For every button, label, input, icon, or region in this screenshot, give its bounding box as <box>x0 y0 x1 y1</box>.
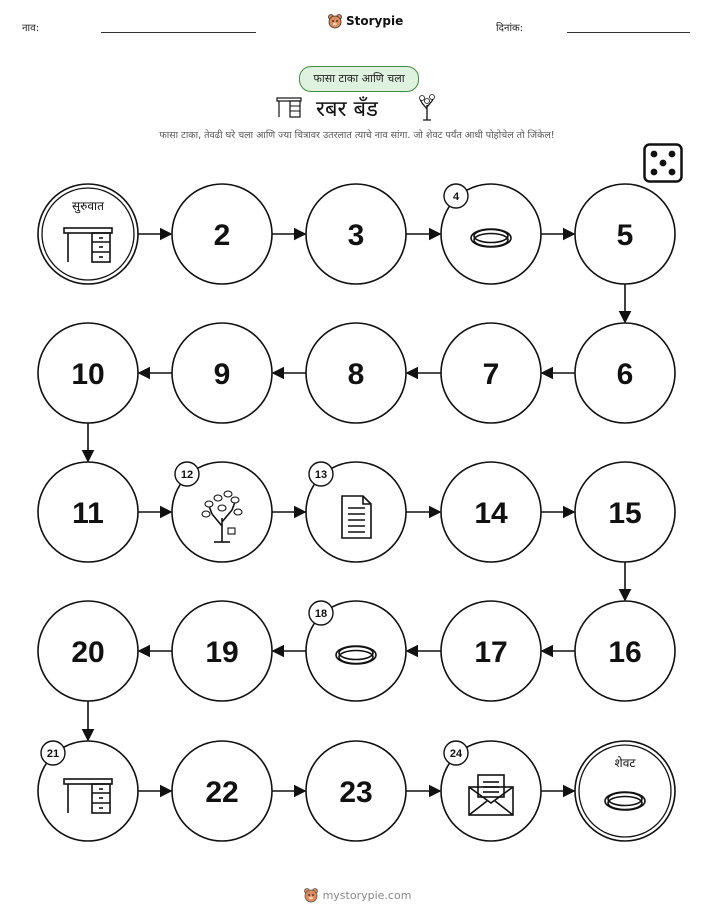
cell-number: 3 <box>347 219 365 252</box>
cell-number: 21 <box>46 748 60 760</box>
board-cell-20[interactable] <box>38 601 138 701</box>
footer <box>0 887 714 903</box>
board-cell-12[interactable] <box>172 462 272 562</box>
board-cell-24[interactable] <box>441 741 541 841</box>
cell-number: 5 <box>616 219 634 252</box>
date-label: दिनांक: <box>496 23 524 34</box>
board-cell-17[interactable] <box>441 601 541 701</box>
cell-number: 17 <box>474 636 508 669</box>
end-label: शेवट <box>614 756 636 770</box>
board-cell-3[interactable] <box>306 184 406 284</box>
cell-number: 24 <box>449 748 463 760</box>
footer-url[interactable]: mystorypie.com <box>322 888 412 902</box>
cell-number: 4 <box>452 191 460 203</box>
cell-number: 18 <box>314 608 328 620</box>
board-cell-7[interactable] <box>441 323 541 423</box>
cell-number: 13 <box>314 469 328 481</box>
game-badge: फासा टाका आणि चला <box>299 66 419 92</box>
cell-number: 8 <box>347 358 365 391</box>
page-title: रबर बँड <box>316 97 378 122</box>
cell-number: 20 <box>71 636 105 669</box>
cell-number: 12 <box>180 469 194 481</box>
board-cell-15[interactable] <box>575 462 675 562</box>
board-cell-8[interactable] <box>306 323 406 423</box>
board-cell-2[interactable] <box>172 184 272 284</box>
cell-number: 6 <box>616 358 634 391</box>
board-cell-22[interactable] <box>172 741 272 841</box>
board-cell-18[interactable] <box>306 601 406 701</box>
brand-name: Storypie <box>346 14 404 28</box>
cell-number: 7 <box>482 358 500 391</box>
board-cell-9[interactable] <box>172 323 272 423</box>
board-cell-5[interactable] <box>575 184 675 284</box>
cell-number: 22 <box>205 776 239 809</box>
board-cell-23[interactable] <box>306 741 406 841</box>
bear-icon <box>303 887 319 903</box>
cell-number: 14 <box>474 497 508 530</box>
board-cell-16[interactable] <box>575 601 675 701</box>
board-cell-4[interactable] <box>441 184 541 284</box>
cell-number: 11 <box>72 497 104 530</box>
board-cell-1[interactable] <box>38 184 138 284</box>
board-cell-19[interactable] <box>172 601 272 701</box>
cell-number: 10 <box>71 358 105 391</box>
start-label: सुरुवात <box>72 199 104 213</box>
board-cell-6[interactable] <box>575 323 675 423</box>
cell-number: 19 <box>205 636 239 669</box>
cell-number: 16 <box>608 636 642 669</box>
cell-number: 2 <box>213 219 231 252</box>
instructions: फासा टाका, तेवढी घरे चला आणि ज्या चित्रावर उतरलात त्याचे नाव सांगा. जो शेवट पर्यंत आधी पोहोचेल तो जिंकेल! <box>159 130 555 141</box>
board-cell-25[interactable] <box>575 741 675 841</box>
cell-number: 15 <box>608 497 642 530</box>
board-cell-21[interactable] <box>38 741 138 841</box>
cell-number: 9 <box>213 358 231 391</box>
name-label: नाव: <box>22 23 40 34</box>
board-cell-13[interactable] <box>306 462 406 562</box>
cell-number: 23 <box>339 776 373 809</box>
board-cell-11[interactable] <box>38 462 138 562</box>
board-cell-14[interactable] <box>441 462 541 562</box>
board-cell-10[interactable] <box>38 323 138 423</box>
